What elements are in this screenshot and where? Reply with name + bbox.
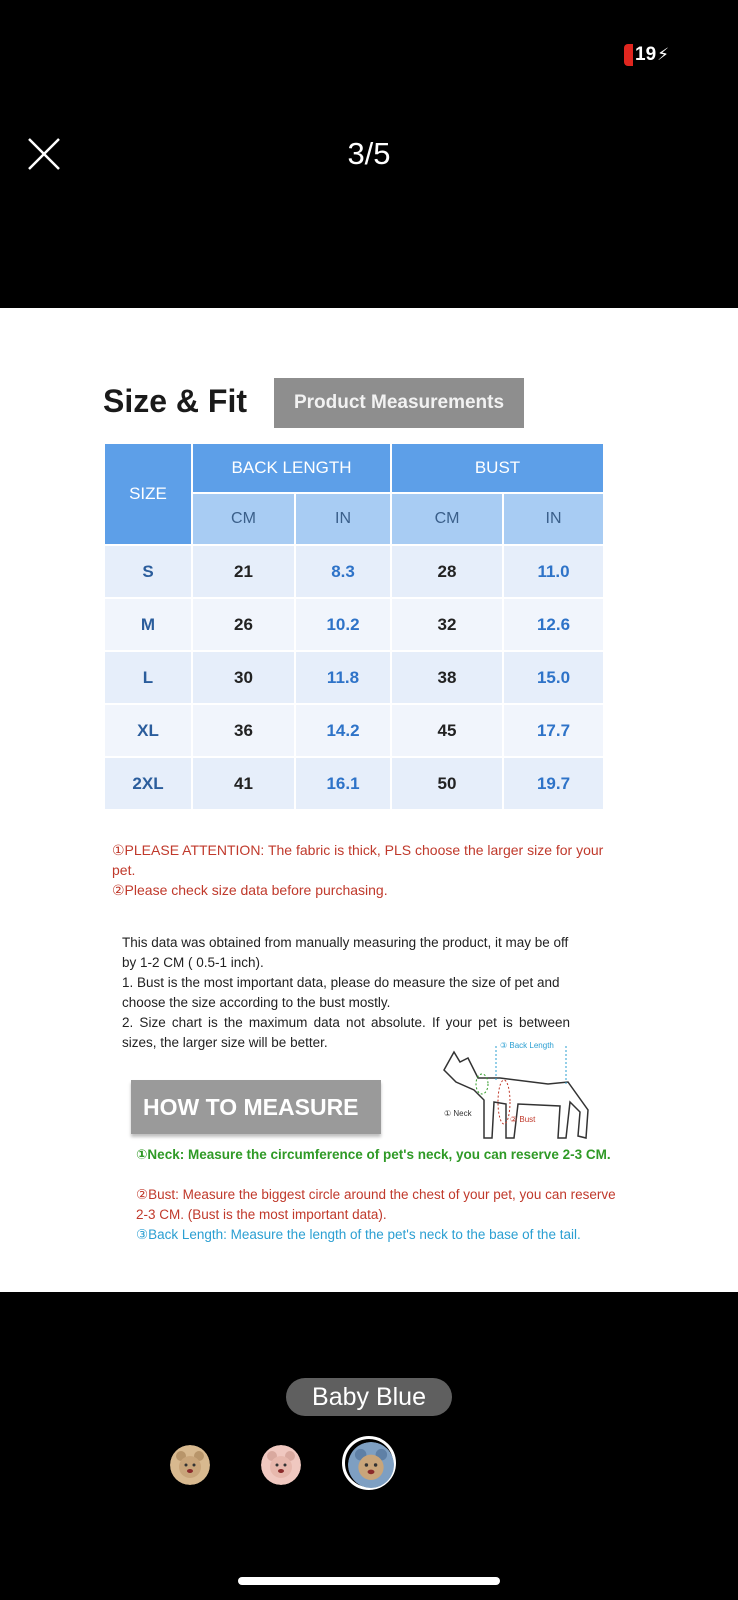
value-cell: 8.3 [295,545,391,598]
variant-thumbnail-2[interactable] [261,1445,301,1485]
attention-note-2: ②Please check size data before purchasing. [112,882,388,898]
value-cell: 19.7 [503,757,604,810]
value-cell: 14.2 [295,704,391,757]
size-cell: M [104,598,192,651]
unit-header: CM [192,493,295,545]
home-indicator[interactable] [238,1577,500,1585]
value-cell: 26 [192,598,295,651]
table-row [104,704,604,757]
variant-label: Baby Blue [286,1378,452,1416]
measurement-disclaimer: This data was obtained from manually measuring the product, it may be off by 1-2 CM ( 0.5-1 inch). [122,935,569,970]
size-table [103,442,605,811]
size-cell: S [104,545,192,598]
value-cell: 17.7 [503,704,604,757]
value-cell: 50 [391,757,503,810]
value-cell: 36 [192,704,295,757]
bear-thumbnail-icon [261,1445,301,1485]
value-cell: 41 [192,757,295,810]
value-cell: 28 [391,545,503,598]
table-row [104,757,604,810]
back-length-instruction: ③Back Length: Measure the length of the pet's neck to the base of the tail. [136,1227,581,1242]
size-chart-note: 2. Size chart is the maximum data not absolute. If your pet is between sizes, the larger size will be better. [122,1015,570,1050]
battery-indicator [624,43,669,67]
unit-header: IN [503,493,604,545]
attention-note-1: ①PLEASE ATTENTION: The fabric is thick, PLS choose the larger size for your pet. [112,842,604,878]
value-cell: 15.0 [503,651,604,704]
size-cell: 2XL [104,757,192,810]
table-row [104,651,604,704]
diagram-back-length-label: ③ Back Length [500,1041,554,1050]
value-cell: 11.8 [295,651,391,704]
battery-level: 19 [635,44,657,65]
value-cell: 32 [391,598,503,651]
bust-instruction: ②Bust: Measure the biggest circle around the chest of your pet, you can reserve 2-3 CM. (Bust is the most important data). [136,1187,616,1222]
value-cell: 30 [192,651,295,704]
value-cell: 45 [391,704,503,757]
value-cell: 16.1 [295,757,391,810]
unit-header: IN [295,493,391,545]
size-cell: XL [104,704,192,757]
product-measurements-badge: Product Measurements [274,378,524,428]
diagram-neck-label: ① Neck [444,1109,472,1118]
value-cell: 11.0 [503,545,604,598]
table-row [104,545,604,598]
unit-header: CM [391,493,503,545]
variant-thumbnail-1[interactable] [170,1445,210,1485]
variant-thumbnail-3[interactable] [348,1442,394,1488]
dog-outline-icon [444,1052,588,1138]
how-to-measure-badge: HOW TO MEASURE [131,1080,381,1134]
bear-thumbnail-icon [170,1445,210,1485]
table-row [104,598,604,651]
neck-marker-icon [476,1074,488,1094]
value-cell: 21 [192,545,295,598]
value-cell: 12.6 [503,598,604,651]
neck-instruction: ①Neck: Measure the circumference of pet's neck, you can reserve 2-3 CM. [136,1147,611,1162]
battery-low-icon [624,44,633,66]
size-fit-title: Size & Fit [103,383,248,419]
bear-thumbnail-icon [348,1442,394,1488]
dog-measure-diagram [438,1038,598,1146]
diagram-bust-label: ② Bust [510,1115,536,1124]
value-cell: 38 [391,651,503,704]
value-cell: 10.2 [295,598,391,651]
bust-note: 1. Bust is the most important data, please do measure the size of pet and choose the size according to the bust mostly. [122,975,560,1010]
bust-marker-icon [498,1080,510,1124]
size-header: SIZE [104,443,192,545]
back-length-header: BACK LENGTH [192,443,391,493]
image-counter: 3/5 [347,136,391,171]
charging-bolt-icon: ⚡ [657,45,670,64]
size-cell: L [104,651,192,704]
bust-header: BUST [391,443,604,493]
